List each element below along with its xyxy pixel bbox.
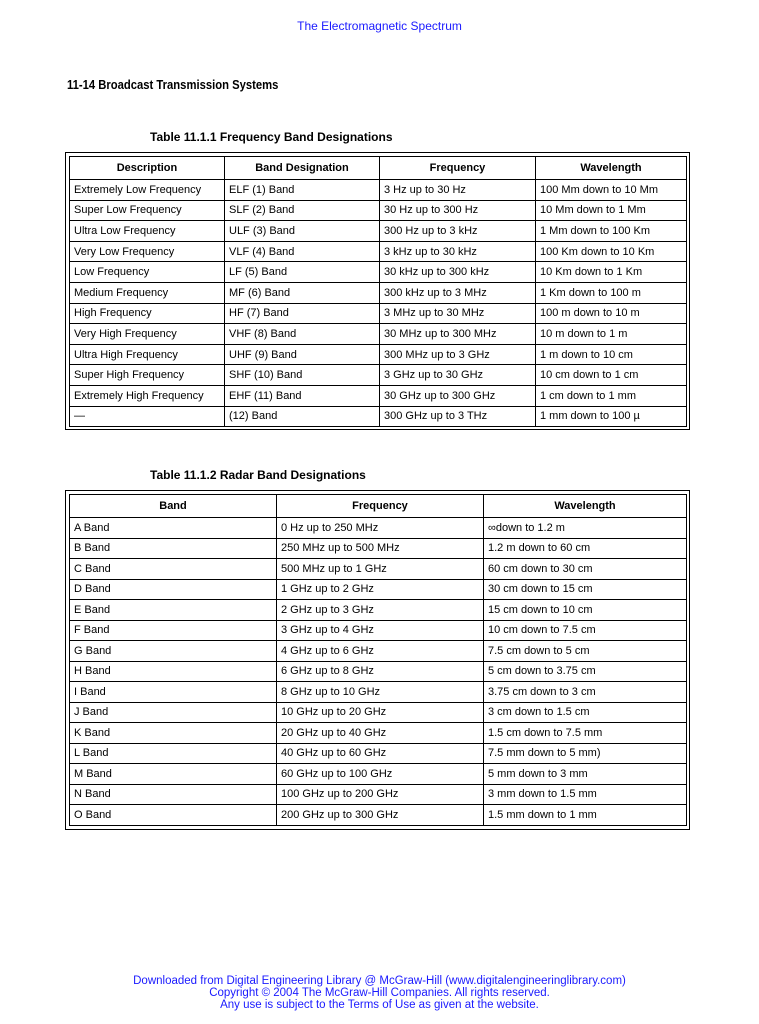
table-row [70,579,687,600]
table-row [70,743,687,764]
table-cell: 300 GHz up to 3 THz [380,406,536,427]
table1-caption: Table 11.1.1 Frequency Band Designations [150,130,393,144]
table-cell: 7.5 cm down to 5 cm [484,641,687,662]
table-row [70,241,687,262]
table-row [70,559,687,580]
table-row [70,406,687,427]
table-cell: N Band [70,784,277,805]
footer [0,976,759,1011]
table-cell: 10 Mm down to 1 Mm [536,200,687,221]
table-row [70,702,687,723]
table-cell: 2 GHz up to 3 GHz [277,600,484,621]
table1-header-row [70,157,687,180]
table-cell: 8 GHz up to 10 GHz [277,682,484,703]
table-cell: 1 GHz up to 2 GHz [277,579,484,600]
table-cell: J Band [70,702,277,723]
table-row [70,682,687,703]
table-row [70,365,687,386]
table-cell: M Band [70,764,277,785]
table-cell: HF (7) Band [225,303,380,324]
table-row [70,324,687,345]
table-cell: 1 m down to 10 cm [536,344,687,365]
table-cell: 15 cm down to 10 cm [484,600,687,621]
table-row [70,641,687,662]
frequency-band-table [69,156,687,427]
table-cell: Medium Frequency [70,282,225,303]
table-cell: C Band [70,559,277,580]
table-cell: 300 kHz up to 3 MHz [380,282,536,303]
table-cell: 500 MHz up to 1 GHz [277,559,484,580]
table-cell: 3 cm down to 1.5 cm [484,702,687,723]
table-cell: 1.5 cm down to 7.5 mm [484,723,687,744]
column-header: Wavelength [536,157,687,180]
table-row [70,200,687,221]
table-cell: Very High Frequency [70,324,225,345]
table-cell: 3 MHz up to 30 MHz [380,303,536,324]
table-cell: Extremely High Frequency [70,385,225,406]
table-cell: 250 MHz up to 500 MHz [277,538,484,559]
table1-frame [65,152,690,430]
table-cell: UHF (9) Band [225,344,380,365]
table-cell: VHF (8) Band [225,324,380,345]
table-cell: 30 kHz up to 300 kHz [380,262,536,283]
column-header: Band [70,495,277,518]
table-cell: High Frequency [70,303,225,324]
table-row [70,180,687,201]
table-cell: SHF (10) Band [225,365,380,386]
table-cell: 10 GHz up to 20 GHz [277,702,484,723]
table-cell: 200 GHz up to 300 GHz [277,805,484,826]
table-cell: K Band [70,723,277,744]
table-cell: 1 mm down to 100 µ [536,406,687,427]
table2-caption: Table 11.1.2 Radar Band Designations [150,468,366,482]
table-cell: 3 Hz up to 30 Hz [380,180,536,201]
table-cell: 20 GHz up to 40 GHz [277,723,484,744]
table-row [70,221,687,242]
table-cell: (12) Band [225,406,380,427]
table-cell: 1.5 mm down to 1 mm [484,805,687,826]
table-cell: B Band [70,538,277,559]
table-cell: 10 m down to 1 m [536,324,687,345]
footer-download-line[interactable]: Downloaded from Digital Engineering Library @ McGraw-Hill (www.digitalengineeringlibrary.com) [133,975,626,987]
table-cell: 300 MHz up to 3 GHz [380,344,536,365]
table-cell: SLF (2) Band [225,200,380,221]
table-cell: Ultra High Frequency [70,344,225,365]
table-cell: Very Low Frequency [70,241,225,262]
table-cell: 10 Km down to 1 Km [536,262,687,283]
table-row [70,262,687,283]
running-head-title: The Electromagnetic Spectrum [297,19,462,33]
table-cell: Ultra Low Frequency [70,221,225,242]
table-row [70,303,687,324]
table-cell: O Band [70,805,277,826]
table-row [70,620,687,641]
table-cell: 30 Hz up to 300 Hz [380,200,536,221]
table-cell: 40 GHz up to 60 GHz [277,743,484,764]
table-cell: Super High Frequency [70,365,225,386]
table-row [70,518,687,539]
table-row [70,723,687,744]
table-cell: — [70,406,225,427]
table-cell: Low Frequency [70,262,225,283]
table-cell: 10 cm down to 1 cm [536,365,687,386]
table-row [70,784,687,805]
table-cell: 1 Km down to 100 m [536,282,687,303]
table-cell: 0 Hz up to 250 MHz [277,518,484,539]
table-cell: 7.5 mm down to 5 mm) [484,743,687,764]
table-row [70,764,687,785]
table-cell: 1 cm down to 1 mm [536,385,687,406]
table-cell: 3 GHz up to 4 GHz [277,620,484,641]
table-cell: Super Low Frequency [70,200,225,221]
table-cell: ULF (3) Band [225,221,380,242]
table-cell: 100 GHz up to 200 GHz [277,784,484,805]
table-cell: 60 cm down to 30 cm [484,559,687,580]
table-cell: 100 m down to 10 m [536,303,687,324]
column-header: Description [70,157,225,180]
table-cell: 100 Km down to 10 Km [536,241,687,262]
table-cell: A Band [70,518,277,539]
table-cell: 30 GHz up to 300 GHz [380,385,536,406]
table-cell: ELF (1) Band [225,180,380,201]
table-cell: 300 Hz up to 3 kHz [380,221,536,242]
footer-copyright-line: Copyright © 2004 The McGraw-Hill Companies. All rights reserved. [209,986,550,999]
table-cell: 6 GHz up to 8 GHz [277,661,484,682]
table-row [70,805,687,826]
table-cell: 3.75 cm down to 3 cm [484,682,687,703]
table-cell: 60 GHz up to 100 GHz [277,764,484,785]
table2-frame [65,490,690,830]
column-header: Frequency [380,157,536,180]
table-cell: D Band [70,579,277,600]
table2-header-row [70,495,687,518]
table-cell: L Band [70,743,277,764]
table-cell: EHF (11) Band [225,385,380,406]
footer-terms-line: Any use is subject to the Terms of Use as given at the website. [220,998,539,1011]
table-cell: G Band [70,641,277,662]
table-cell: VLF (4) Band [225,241,380,262]
table-row [70,661,687,682]
table-row [70,538,687,559]
table-cell: 1 Mm down to 100 Km [536,221,687,242]
table-cell: MF (6) Band [225,282,380,303]
table-cell: H Band [70,661,277,682]
column-header: Frequency [277,495,484,518]
table-cell: 3 kHz up to 30 kHz [380,241,536,262]
table-cell: 10 cm down to 7.5 cm [484,620,687,641]
section-title: 11-14 Broadcast Transmission Systems [67,78,279,92]
table-cell: 3 mm down to 1.5 mm [484,784,687,805]
table-cell: 30 MHz up to 300 MHz [380,324,536,345]
table-cell: 100 Mm down to 10 Mm [536,180,687,201]
table-cell: 4 GHz up to 6 GHz [277,641,484,662]
table-cell: ∞down to 1.2 m [484,518,687,539]
column-header: Wavelength [484,495,687,518]
table-row [70,344,687,365]
radar-band-table [69,494,687,826]
table-cell: E Band [70,600,277,621]
table-cell: 5 cm down to 3.75 cm [484,661,687,682]
table-cell: Extremely Low Frequency [70,180,225,201]
table-cell: LF (5) Band [225,262,380,283]
table-cell: 3 GHz up to 30 GHz [380,365,536,386]
table-row [70,385,687,406]
table-cell: 1.2 m down to 60 cm [484,538,687,559]
table-cell: I Band [70,682,277,703]
table-row [70,282,687,303]
table-cell: 30 cm down to 15 cm [484,579,687,600]
table-cell: F Band [70,620,277,641]
table-row [70,600,687,621]
column-header: Band Designation [225,157,380,180]
table-cell: 5 mm down to 3 mm [484,764,687,785]
